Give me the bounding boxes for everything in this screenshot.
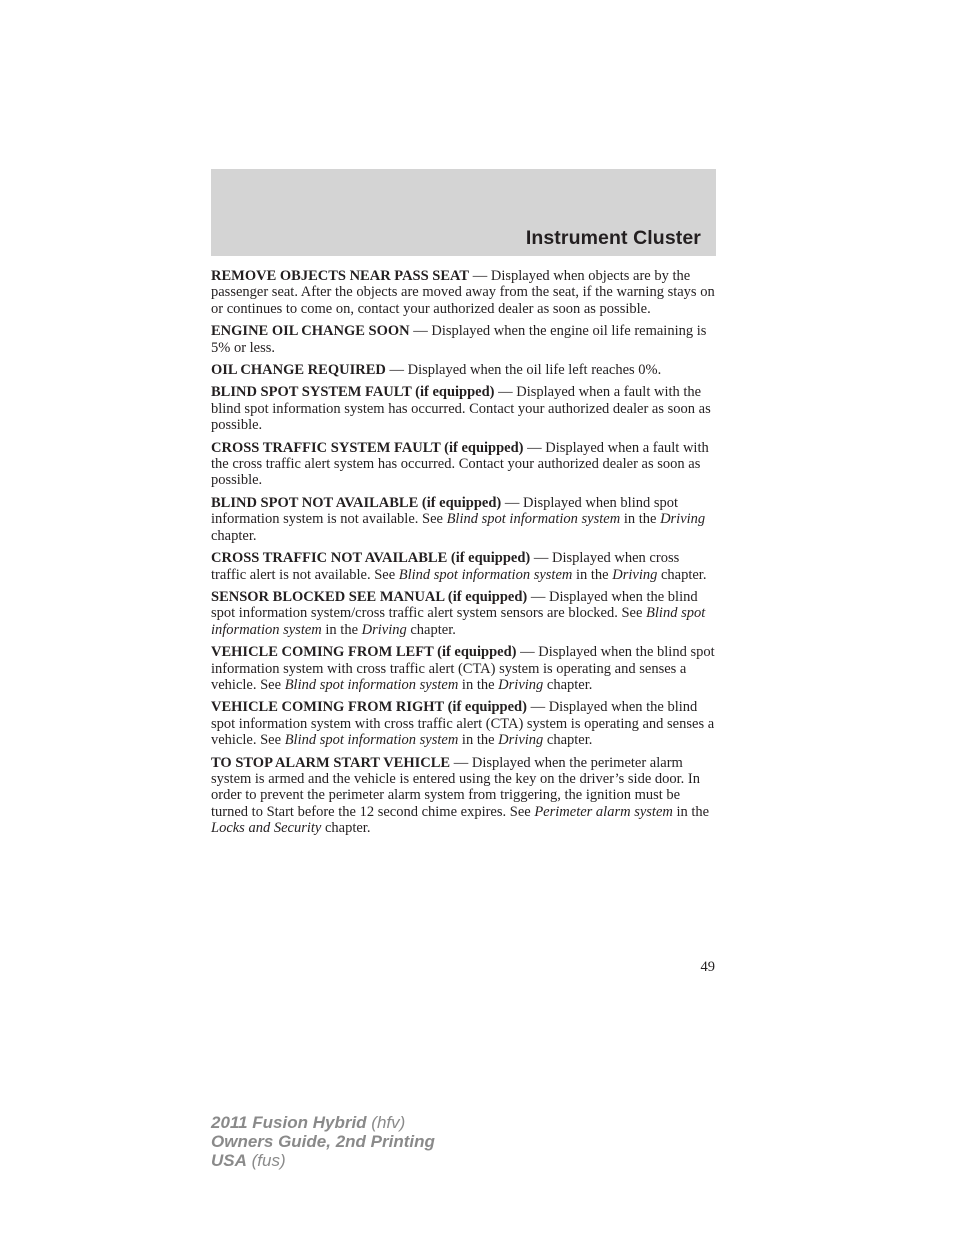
message-term: SENSOR BLOCKED SEE MANUAL (if equipped)	[211, 588, 528, 605]
message-entry	[211, 323, 717, 356]
message-description: — Displayed when a fault with the cross traffic alert system has occurred. Contact your authorized dealer as soon as possible.	[211, 439, 709, 489]
footer-model-code: (hfv)	[366, 1113, 406, 1132]
message-description: — Displayed when the blind spot information system/cross traffic alert system sensors are blocked. See	[211, 588, 698, 622]
footer-guide-edition: Owners Guide, 2nd Printing	[211, 1132, 435, 1151]
message-entry	[211, 440, 717, 489]
message-entry	[211, 495, 717, 544]
cross-reference: Blind spot information system	[211, 605, 706, 638]
footer-line-guide	[211, 1132, 435, 1151]
message-entry	[211, 384, 717, 433]
cross-reference: Driving	[498, 732, 544, 749]
cross-reference: Blind spot information system	[284, 676, 459, 693]
message-description: chapter.	[543, 732, 593, 749]
message-description: — Displayed when the perimeter alarm system is armed and the vehicle is entered using the key on the driver’s side door. In order to prevent the perimeter alarm system from triggering, the ignition must be turned to Start before the 12 second chime expires. See	[211, 754, 700, 820]
message-entry	[211, 644, 717, 693]
message-description: chapter.	[211, 527, 257, 544]
cross-reference: Driving	[498, 676, 544, 693]
document-footer	[211, 1113, 435, 1170]
message-entry	[211, 755, 717, 837]
cross-reference: Blind spot information system	[446, 511, 621, 528]
footer-model-name: 2011 Fusion Hybrid	[211, 1113, 367, 1132]
message-description: — Displayed when the blind spot information system with cross traffic alert (CTA) system is operating and senses a vehicle. See	[211, 644, 715, 693]
message-entry	[211, 699, 717, 748]
message-term: VEHICLE COMING FROM LEFT (if equipped)	[211, 644, 517, 661]
message-description: — Displayed when the blind spot information system with cross traffic alert (CTA) system is operating and senses a vehicle. See	[211, 699, 715, 749]
message-term: ENGINE OIL CHANGE SOON	[211, 323, 410, 340]
footer-line-model	[211, 1113, 435, 1132]
message-entry	[211, 589, 717, 638]
cross-reference: Driving	[361, 621, 407, 638]
message-term: BLIND SPOT SYSTEM FAULT (if equipped)	[211, 384, 495, 401]
message-description: in the	[572, 566, 613, 583]
message-description: — Displayed when objects are by the passenger seat. After the objects are moved away from the seat, if the warning stays on or continues to come on, contact your authorized dealer as soon as possible.	[211, 268, 715, 317]
message-entry	[211, 362, 717, 378]
message-description: — Displayed when blind spot information system is not available. See	[211, 494, 679, 528]
page-number: 49	[700, 959, 715, 975]
message-term: CROSS TRAFFIC NOT AVAILABLE (if equipped)	[211, 550, 531, 567]
message-term: OIL CHANGE REQUIRED	[211, 362, 386, 379]
footer-line-market	[211, 1151, 435, 1170]
message-description: in the	[458, 732, 499, 749]
footer-market: USA	[211, 1151, 247, 1170]
cross-reference: Blind spot information system	[398, 566, 573, 583]
cross-reference: Locks and Security	[211, 820, 322, 837]
cross-reference: Blind spot information system	[284, 732, 459, 749]
section-header-band	[211, 169, 716, 256]
message-description: in the	[672, 803, 710, 820]
footer-market-code: (fus)	[246, 1151, 286, 1170]
message-description: — Displayed when a fault with the blind spot information system has occurred. Contact your authorized dealer as soon as possible.	[211, 384, 711, 434]
section-title: Instrument Cluster	[525, 227, 701, 249]
message-description: chapter.	[657, 566, 707, 583]
message-description: — Displayed when the oil life left reaches 0%.	[385, 362, 662, 379]
message-description: chapter.	[321, 820, 371, 837]
message-term: TO STOP ALARM START VEHICLE	[211, 754, 451, 771]
message-entry	[211, 268, 717, 317]
message-description: chapter.	[543, 676, 593, 693]
message-term: REMOVE OBJECTS NEAR PASS SEAT	[211, 268, 470, 284]
cross-reference: Driving	[660, 511, 706, 528]
cross-reference: Driving	[612, 566, 658, 583]
cross-reference: Perimeter alarm system	[534, 803, 673, 820]
message-description: — Displayed when cross traffic alert is not available. See	[211, 550, 680, 583]
message-term: VEHICLE COMING FROM RIGHT (if equipped)	[211, 699, 527, 716]
message-entry	[211, 550, 717, 583]
message-description: in the	[620, 511, 661, 528]
message-description: — Displayed when the engine oil life remaining is 5% or less.	[211, 323, 707, 356]
message-description: in the	[458, 676, 499, 693]
message-term: CROSS TRAFFIC SYSTEM FAULT (if equipped)	[211, 439, 524, 456]
message-list	[211, 268, 717, 843]
message-description: chapter.	[406, 621, 456, 638]
message-term: BLIND SPOT NOT AVAILABLE (if equipped)	[211, 494, 502, 511]
message-description: in the	[321, 621, 362, 638]
